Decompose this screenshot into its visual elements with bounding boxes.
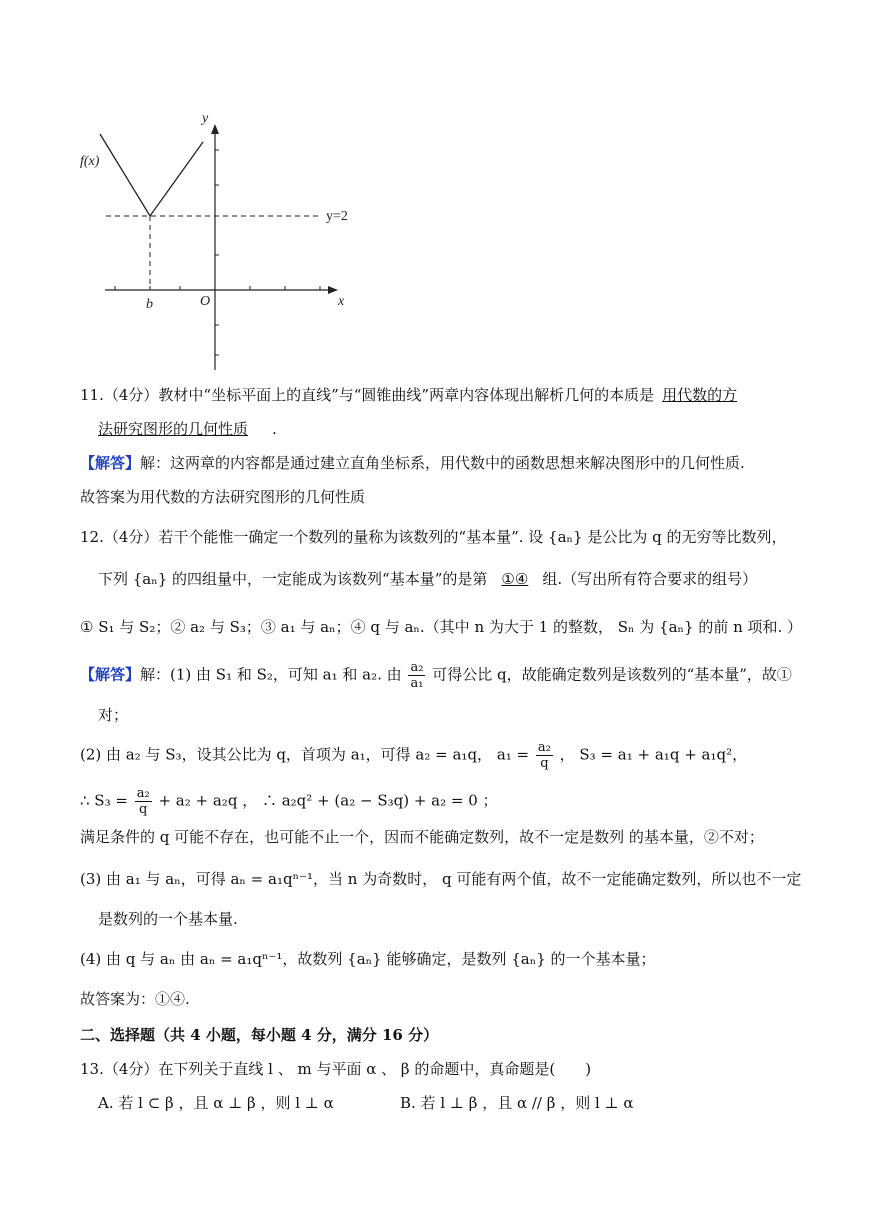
section2-title: 二、选择题（共 4 小题，每小题 4 分，满分 16 分）	[80, 1026, 439, 1044]
q12-ans2-c: ∴ S₃ = $\frac{\text{a₂}}{q}$ + a₂ + a₂q ， ∴ a₂q² + (a₂ − S₃q) + a₂ = 0 ；	[80, 786, 498, 817]
q12-blank: ①④	[501, 570, 529, 588]
q12-ans2-c-frac: $\frac{\text{a₂}}{q}$	[136, 786, 150, 817]
q12-line1: 12.（4分）若干个能惟一确定一个数列的量称为该数列的“基本量”. 设 {aₙ} 是公比为 q 的无穷等比数列，	[80, 528, 787, 546]
q11-blank2: 法研究图形的几何性质	[98, 420, 249, 438]
q12-ans1-frac: $\frac{\text{a₂}}{\text{a₁}}$	[410, 660, 424, 691]
y-ticks	[215, 150, 219, 355]
origin-label: O	[200, 294, 211, 309]
q11-final: 故答案为用代数的方法研究图形的几何性质	[80, 488, 366, 506]
q12-ans2-d: 满足条件的 q 可能不存在，也可能不止一个，因而不能确定数列，故不一定是数列 的基本量，②不对；	[80, 828, 764, 846]
q12-line3: ① S₁ 与 S₂；② a₂ 与 S₃；③ a₁ 与 aₙ；④ q 与 aₙ.（其中 n 为大于 1 的整数， Sₙ 为 {aₙ} 的前 n 项和. ）	[80, 618, 803, 636]
b-label: b	[146, 297, 153, 312]
q12-ans2-frac: $\frac{\text{a₂}}{q}$	[537, 740, 551, 771]
q11-blank1: 用代数的方	[662, 386, 738, 404]
q12-ans2-a: (2) 由 a₂ 与 S₃，设其公比为 q，首项为 a₁，可得 a₂ = a₁q， a₁ = $\frac{\text{a₂}}{q}$ ， S₃ = a₁ + a₁q + a₁q²，	[80, 740, 748, 771]
y-axis-label: y	[202, 111, 209, 126]
q13-option-b: B. 若 l ⊥ β ，且 α // β ，则 l ⊥ α	[400, 1094, 634, 1112]
y-axis-arrow	[211, 124, 219, 134]
q12-line2: 下列 {aₙ} 的四组量中，一定能成为该数列“基本量”的是第 ①④ 组.（写出所有符合要求的组号）	[98, 570, 758, 588]
function-graph	[70, 100, 370, 375]
q12-ans4: (4) 由 q 与 aₙ 由 aₙ = a₁qⁿ⁻¹，故数列 {aₙ} 能够确定，是数列 {aₙ} 的一个基本量；	[80, 950, 656, 968]
q11-line2: 法研究图形的几何性质 .	[98, 420, 277, 438]
q12-answer-tag: 【解答】	[80, 665, 141, 684]
x-axis-label: x	[338, 294, 345, 309]
q12-final: 故答案为：①④.	[80, 990, 190, 1008]
fx-curve	[100, 134, 203, 216]
x-axis-arrow	[328, 286, 338, 294]
q13-stem: 13.（4分）在下列关于直线 l 、 m 与平面 α 、 β 的命题中，真命题是( )	[80, 1060, 592, 1078]
q12-ans3-b: 是数列的一个基本量.	[98, 910, 238, 928]
line-label: y=2	[326, 209, 348, 224]
q11-answer: 【解答】解：这两章的内容都是通过建立直角坐标系，用代数中的函数思想来解决图形中的几何性质.	[80, 454, 745, 472]
q12-ans1-c: 对；	[98, 706, 129, 724]
q13-option-a: A. 若 l ⊂ β ，且 α ⊥ β ，则 l ⊥ α	[98, 1094, 334, 1112]
q12-ans1: 【解答】解：(1) 由 S₁ 和 S₂，可知 a₁ 和 a₂. 由 $\frac{\text{a₂}}{\text{a₁}}$ 可得公比 q，故能确定数列是该数列的“基本量”，故①	[80, 660, 792, 691]
q12-ans3-a: (3) 由 a₁ 与 aₙ，可得 aₙ = a₁qⁿ⁻¹，当 n 为奇数时， q 可能有两个值，故不一定能确定数列，所以也不一定	[80, 870, 802, 888]
fx-label: f(x)	[80, 154, 100, 169]
q11-line1: 11.（4分）教材中“坐标平面上的直线”与“圆锥曲线”两章内容体现出解析几何的本质是 用代数的方	[80, 386, 738, 404]
q11-answer-tag: 【解答】	[80, 454, 141, 472]
